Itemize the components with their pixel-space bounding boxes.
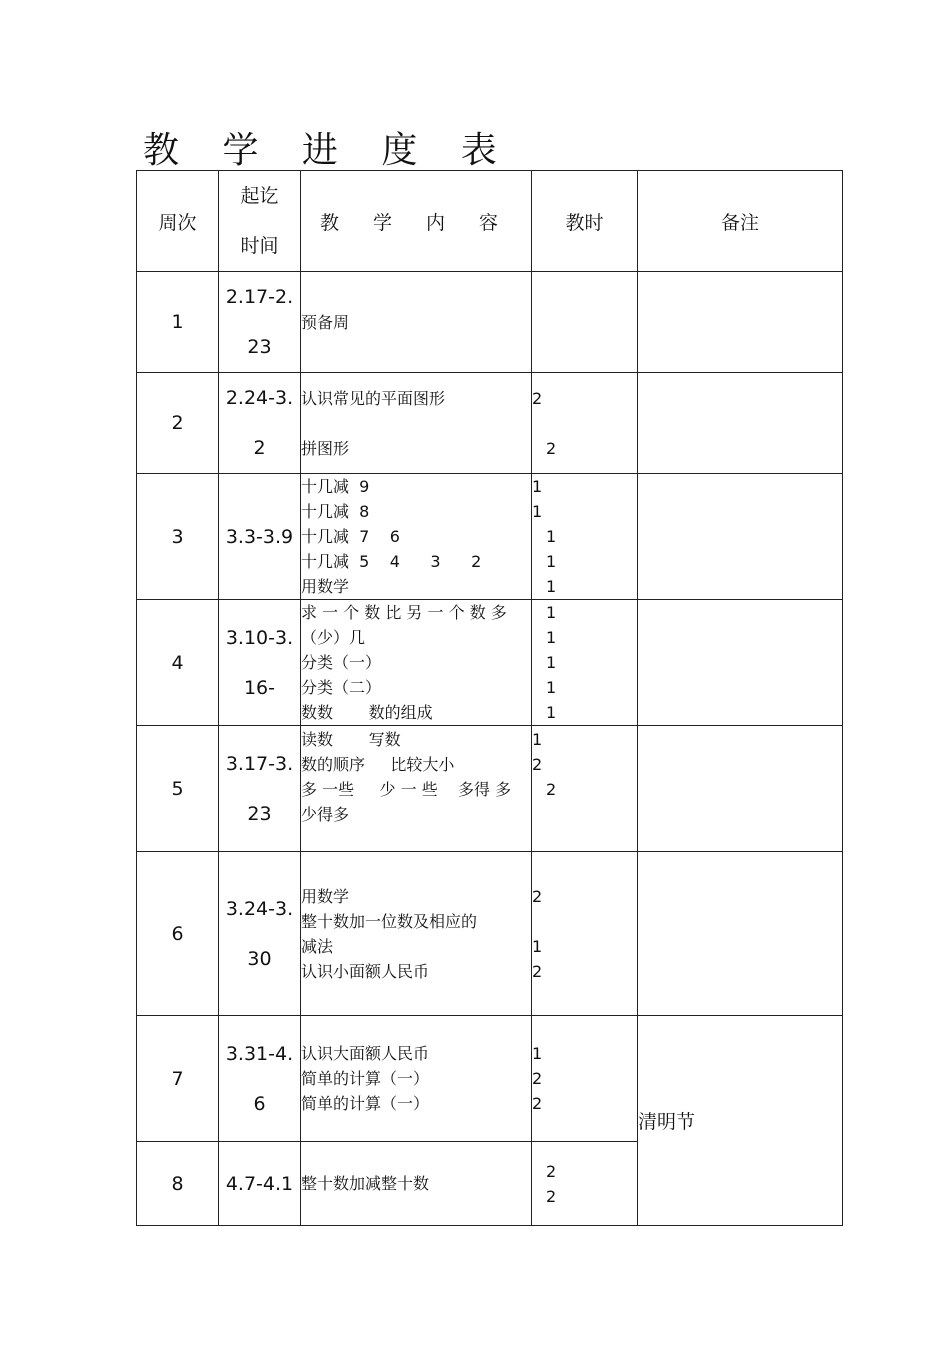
spacer — [532, 411, 637, 436]
week-number: 7 — [137, 1016, 219, 1142]
table-row — [137, 852, 843, 1016]
spacer — [532, 909, 637, 934]
period-line1: 4.7-4.1 — [225, 1172, 294, 1195]
period-line1: 2.17-2. — [225, 286, 294, 308]
content-line: 简单的计算（一） — [301, 1094, 430, 1113]
hours-value: 1 — [546, 703, 557, 722]
content-cell — [301, 272, 532, 373]
hours-cell — [532, 272, 638, 373]
header-hours: 教时 — [532, 171, 638, 272]
hours-value: 1 — [546, 603, 557, 622]
table-row — [137, 726, 843, 852]
hours-value: 1 — [546, 577, 557, 596]
content-line: 减法 — [301, 936, 334, 956]
hours-value: 1 — [532, 502, 543, 521]
note-cell: 清明节 — [638, 1016, 843, 1226]
table-row — [137, 1016, 843, 1142]
hours-value: 1 — [546, 628, 557, 647]
period-line2: 23 — [247, 336, 272, 358]
note-cell — [638, 373, 843, 474]
hours-value: 2 — [546, 780, 557, 799]
hours-value: 2 — [532, 886, 543, 906]
hours-value: 2 — [532, 388, 543, 408]
period-line1: 2.24-3. — [225, 387, 294, 409]
period-line1: 3.17-3. — [225, 752, 294, 775]
period-line2: 6 — [253, 1092, 266, 1115]
content-line: 十几减 7 6 — [301, 527, 400, 546]
period-line2: 23 — [247, 802, 272, 825]
content-line: 求 一 个 数 比 另 一 个 数 多 — [301, 603, 507, 622]
period-line1: 3.31-4. — [225, 1042, 294, 1065]
hours-value: 2 — [532, 961, 543, 981]
note-cell — [638, 272, 843, 373]
content-cell — [301, 1016, 532, 1142]
content-line: 用数学 — [301, 577, 350, 596]
week-number: 2 — [137, 373, 219, 474]
content-line: 分类（二） — [301, 678, 382, 697]
period-line1: 3.24-3. — [225, 897, 294, 920]
table-row — [137, 272, 843, 373]
header-period — [219, 171, 301, 272]
spacer — [301, 411, 531, 436]
content-line: 预备周 — [301, 312, 350, 332]
hours-value: 2 — [532, 1069, 543, 1088]
content-line: 用数学 — [301, 886, 350, 906]
period-line1: 3.3-3.9 — [225, 525, 294, 548]
content-line: 十几减 9 — [301, 477, 370, 496]
note-cell — [638, 726, 843, 852]
content-line: 认识小面额人民币 — [301, 961, 430, 981]
hours-cell — [532, 600, 638, 726]
header-period-line2: 时间 — [240, 235, 279, 257]
schedule-table — [136, 170, 843, 1226]
period-cell — [219, 272, 301, 373]
table-row — [137, 373, 843, 474]
period-line2: 2 — [253, 437, 266, 459]
hours-value: 1 — [546, 552, 557, 571]
period-line2: 16- — [243, 676, 276, 699]
content-line: 认识大面额人民币 — [301, 1044, 430, 1063]
content-line: 数数 数的组成 — [301, 703, 433, 722]
hours-value: 1 — [532, 477, 543, 496]
content-line: 少得多 — [301, 805, 350, 824]
hours-value: 1 — [532, 936, 543, 956]
hours-value: 2 — [546, 1186, 557, 1206]
hours-value: 1 — [532, 730, 543, 749]
hours-cell — [532, 1016, 638, 1142]
hours-cell — [532, 373, 638, 474]
hours-cell — [532, 852, 638, 1016]
hours-value: 1 — [546, 527, 557, 546]
period-line1: 3.10-3. — [225, 626, 294, 649]
hours-value: 2 — [532, 1094, 543, 1113]
hours-value: 2 — [546, 438, 557, 458]
hours-cell — [532, 474, 638, 600]
header-row — [137, 171, 843, 272]
content-line: 整十数加一位数及相应的 — [301, 911, 478, 931]
period-cell — [219, 373, 301, 474]
content-cell — [301, 852, 532, 1016]
hours-value: 2 — [532, 755, 543, 774]
hours-value: 1 — [532, 1044, 543, 1063]
header-content-label: 教 学 内 容 — [319, 211, 513, 234]
period-cell — [219, 600, 301, 726]
period-cell — [219, 1142, 301, 1226]
content-line: 多 一些 少 一 些 多得 多 — [301, 780, 512, 799]
content-line: 十几减 5 4 3 2 — [301, 552, 482, 571]
content-line: 数的顺序 比较大小 — [301, 755, 455, 774]
note-cell — [638, 474, 843, 600]
week-number: 3 — [137, 474, 219, 600]
hours-cell — [532, 726, 638, 852]
header-notes: 备注 — [638, 171, 843, 272]
content-line: 十几减 8 — [301, 502, 370, 521]
period-cell — [219, 852, 301, 1016]
content-line: 整十数加减整十数 — [301, 1174, 430, 1193]
page-title: 教 学 进 度 表 — [143, 130, 513, 171]
content-cell — [301, 474, 532, 600]
table-row — [137, 474, 843, 600]
table-row — [137, 600, 843, 726]
period-cell — [219, 474, 301, 600]
header-week: 周次 — [137, 171, 219, 272]
content-cell — [301, 600, 532, 726]
week-number: 8 — [137, 1142, 219, 1226]
note-cell — [638, 600, 843, 726]
content-line: 认识常见的平面图形 — [301, 388, 446, 408]
week-number: 4 — [137, 600, 219, 726]
note-cell — [638, 852, 843, 1016]
week-number: 5 — [137, 726, 219, 852]
content-line: （少）几 — [301, 628, 366, 647]
content-line: 分类（一） — [301, 653, 382, 672]
period-cell — [219, 1016, 301, 1142]
week-number: 1 — [137, 272, 219, 373]
header-period-line1: 起讫 — [240, 185, 279, 207]
content-line: 简单的计算（一） — [301, 1069, 430, 1088]
content-cell — [301, 1142, 532, 1226]
period-cell — [219, 726, 301, 852]
content-cell — [301, 726, 532, 852]
header-content — [301, 171, 532, 272]
hours-value: 1 — [546, 653, 557, 672]
week-number: 6 — [137, 852, 219, 1016]
hours-value: 1 — [546, 678, 557, 697]
hours-cell — [532, 1142, 638, 1226]
content-line: 读数 写数 — [301, 730, 401, 749]
content-line: 拼图形 — [301, 438, 350, 458]
hours-value: 2 — [546, 1161, 557, 1181]
content-cell — [301, 373, 532, 474]
period-line2: 30 — [247, 947, 272, 970]
